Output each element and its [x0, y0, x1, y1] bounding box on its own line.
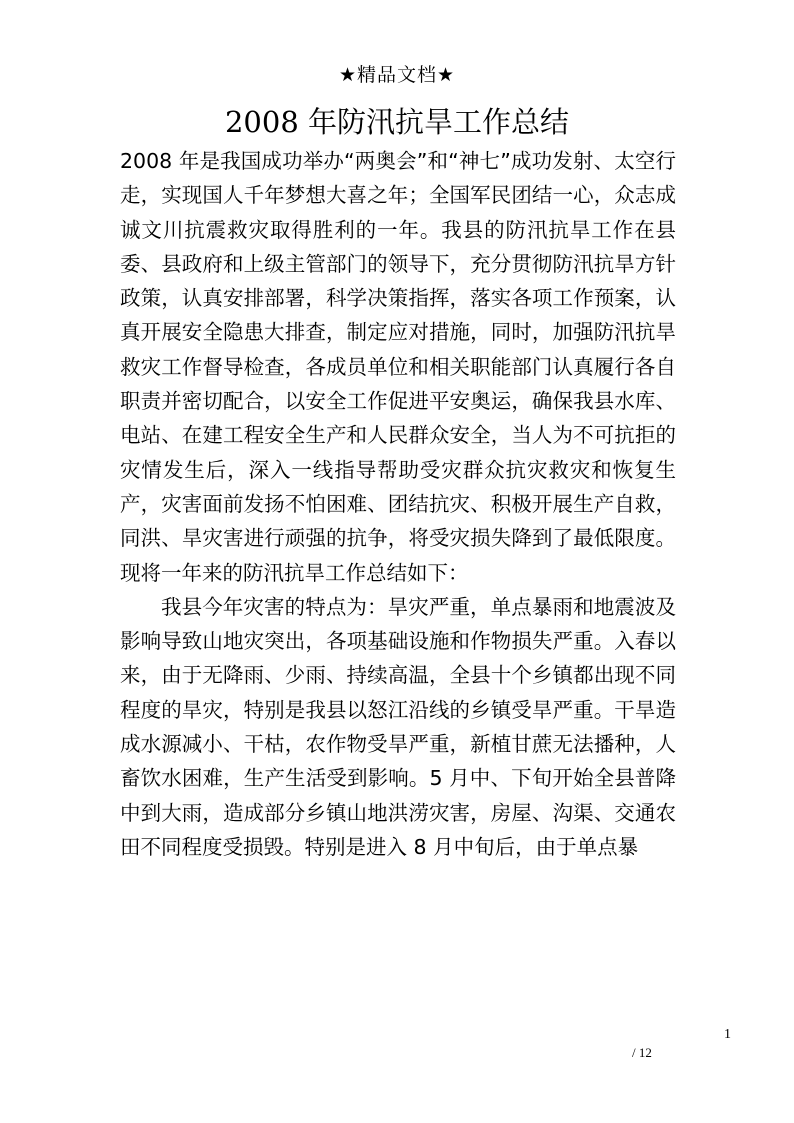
paragraph-disaster-features: 我县今年灾害的特点为：旱灾严重，单点暴雨和地震波及影响导致山地灾突出，各项基础设施和作物损失严重。入春以来，由于无降雨、少雨、持续高温，全县十个乡镇都出现不同程度的旱灾，特别是我县以怒江沿线的乡镇受旱严重。干旱造成水源减小、干枯，农作物受旱严重，新植甘蔗无法播种，人畜饮水困难，生产生活受到影响。5 月中、下旬开始全县普降中到大雨，造成部分乡镇山地洪涝灾害，房屋、沟渠、交通农田不同程度受损毁。特别是进入 8 月中旬后，由于单点暴 [120, 594, 676, 859]
page-total: / 12 [632, 1045, 652, 1060]
paragraph-intro: 2008 年是我国成功举办“两奥会”和“神七”成功发射、太空行走，实现国人千年梦想大喜之年；全国军民团结一心，众志成诚文川抗震救灾取得胜利的一年。我县的防汛抗旱工作在县委、县政府和上级主管部门的领导下，充分贯彻防汛抗旱方针政策，认真安排部署，科学决策指挥，落实各项工作预案，认真开展安全隐患大排查，制定应对措施，同时，加强防汛抗旱救灾工作督导检查，各成员单位和相关职能部门认真履行各自职责并密切配合，以安全工作促进平安奥运，确保我县水库、电站、在建工程安全生产和人民群众安全，当人为不可抗拒的灾情发生后，深入一线指导帮助受灾群众抗灾救灾和恢复生产，灾害面前发扬不怕困难、团结抗灾、积极开展生产自救，同洪、旱灾害进行顽强的抗争，将受灾损失降到了最低限度。现将一年来的防汛抗旱工作总结如下： [120, 149, 676, 585]
page-number: 1 [724, 1027, 731, 1042]
document-header-mark: ★精品文档★ [338, 64, 456, 86]
document-title: 2008 年防汛抗旱工作总结 [224, 105, 570, 139]
document-body [120, 144, 676, 864]
